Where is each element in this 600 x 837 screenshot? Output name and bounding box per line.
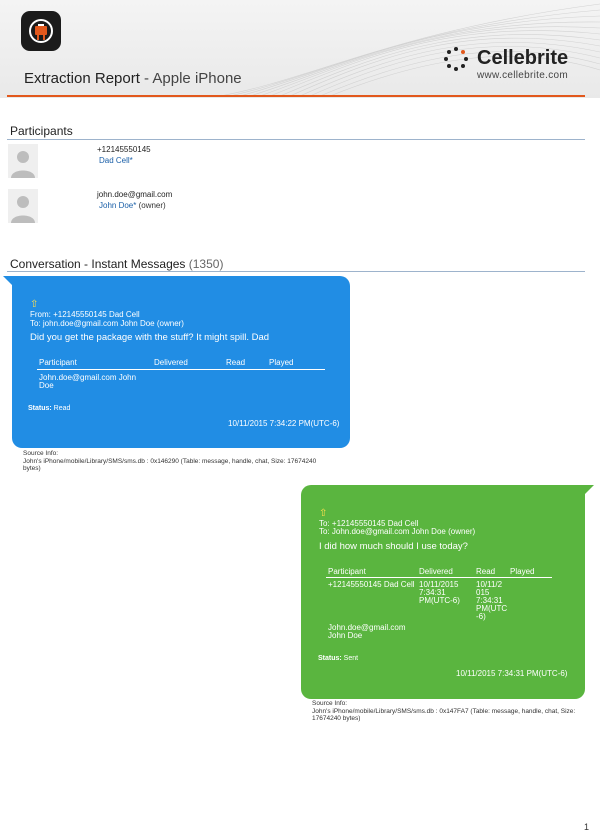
recipient-read: 10/11/2 — [476, 580, 503, 589]
report-title-text: Extraction Report — [24, 70, 140, 87]
message-to-owner: To: John.doe@gmail.com John Doe (owner) — [319, 527, 476, 536]
participant-identifier: john.doe@gmail.com — [97, 190, 173, 199]
participant-name: John Doe* — [99, 201, 137, 210]
message-to: To: john.doe@gmail.com John Doe (owner) — [30, 319, 184, 328]
brand-url: www.cellebrite.com — [477, 70, 568, 81]
message-bubble-outgoing — [301, 485, 585, 699]
page-title — [24, 70, 242, 87]
message-to: To: +12145550145 Dad Cell — [319, 519, 419, 528]
message-bubble-tail — [584, 485, 594, 495]
table-header-participant: Participant — [328, 567, 366, 576]
table-header-read: Read — [226, 358, 246, 367]
recipient-read: 7:34:31 — [476, 596, 503, 605]
source-info-path-cont: bytes) — [23, 465, 41, 472]
participant-name-link[interactable] — [99, 201, 166, 210]
recipient-read: 015 — [476, 588, 490, 597]
table-header-read: Read — [476, 567, 496, 576]
participant-name-link[interactable] — [99, 156, 133, 165]
status-value: Read — [51, 405, 71, 412]
participant-name: Dad Cell* — [99, 156, 133, 165]
table-header-played: Played — [510, 567, 535, 576]
participants-heading: Participants — [10, 124, 73, 138]
recipient-delivered: 10/11/2015 — [419, 580, 459, 589]
participant-owner-tag: (owner) — [136, 201, 166, 210]
message-status — [318, 655, 358, 662]
report-title-separator: - — [139, 70, 153, 87]
recipient-participant-cont: Doe — [39, 381, 54, 390]
message-timestamp: 10/11/2015 7:34:31 PM(UTC-6) — [456, 669, 568, 678]
participants-divider — [7, 139, 585, 140]
recipient-delivered: PM(UTC-6) — [419, 596, 460, 605]
recipient-participant: John.doe@gmail.com — [328, 623, 406, 632]
message-status — [28, 405, 70, 412]
conversation-divider — [7, 271, 585, 272]
table-header-delivered: Delivered — [419, 567, 453, 576]
table-header-played: Played — [269, 358, 294, 367]
status-label: Status: — [318, 655, 342, 662]
source-info-path-cont: 17674240 bytes) — [312, 715, 361, 722]
source-info-label: Source Info: — [312, 700, 348, 707]
status-label: Status: — [28, 405, 52, 412]
table-header-rule — [37, 369, 325, 370]
message-timestamp: 10/11/2015 7:34:22 PM(UTC-6) — [228, 419, 340, 428]
conversation-count: (1350) — [188, 257, 224, 271]
message-bubble-incoming — [12, 276, 350, 448]
cellebrite-dots-icon — [443, 46, 469, 72]
participant-identifier: +12145550145 — [97, 145, 151, 154]
brand-logo — [443, 44, 583, 84]
table-header-delivered: Delivered — [154, 358, 188, 367]
report-device-name: Apple iPhone — [152, 70, 242, 87]
conversation-title: Conversation - Instant Messages — [10, 257, 186, 271]
brand-name: Cellebrite — [477, 47, 569, 69]
recipient-delivered: 7:34:31 — [419, 588, 446, 597]
status-value: Sent — [341, 655, 359, 662]
report-header — [0, 0, 600, 98]
table-header-rule — [326, 577, 552, 578]
source-info-path: John's iPhone/mobile/Library/SMS/sms.db : 0x147FA7 (Table: message, handle, chat, Size: — [312, 707, 576, 715]
source-info-label: Source Info: — [23, 450, 59, 457]
table-header-participant: Participant — [39, 358, 77, 367]
recipient-participant: +12145550145 Dad Cell — [328, 580, 415, 589]
recipient-read: -6) — [476, 612, 486, 621]
message-body: I did how much should I use today? — [319, 541, 468, 552]
participant-avatar-icon — [8, 189, 38, 223]
source-info — [312, 700, 582, 723]
message-body: Did you get the package with the stuff? It might spill. Dad — [30, 332, 270, 343]
pin-icon: ⇧ — [30, 299, 39, 310]
source-info — [23, 450, 323, 473]
message-from: From: +12145550145 Dad Cell — [30, 310, 140, 319]
pin-icon: ⇧ — [319, 508, 328, 519]
conversation-heading — [10, 257, 223, 271]
source-info-path: John's iPhone/mobile/Library/SMS/sms.db : 0x146290 (Table: message, handle, chat, Size: 17674240 — [23, 457, 317, 465]
recipient-participant-cont: John Doe — [328, 631, 363, 640]
participant-avatar-icon — [8, 144, 38, 178]
recipient-participant: John.doe@gmail.com John — [39, 373, 137, 382]
recipient-read: PM(UTC — [476, 604, 508, 613]
app-logo-icon — [21, 11, 61, 51]
page-number: 1 — [584, 822, 590, 832]
header-accent-line — [7, 95, 585, 97]
